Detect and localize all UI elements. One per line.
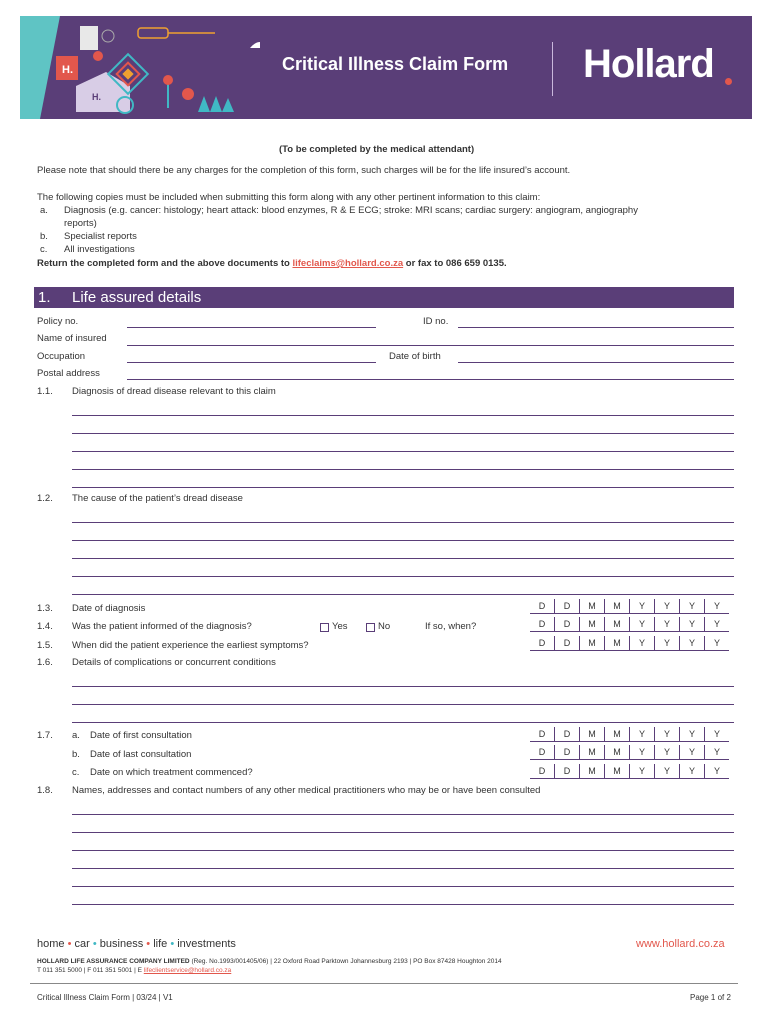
- date-cell[interactable]: Y: [629, 636, 654, 650]
- section-header: [34, 287, 734, 308]
- q-text: Date of diagnosis: [72, 603, 146, 614]
- q-num: 1.7.: [37, 730, 53, 741]
- answer-line[interactable]: [72, 415, 734, 416]
- attendant-note: (To be completed by the medical attendant): [279, 144, 475, 155]
- when-label: If so, when?: [425, 621, 477, 632]
- date-cell[interactable]: Y: [704, 599, 729, 613]
- id-no-label: ID no.: [423, 316, 449, 327]
- date-cell[interactable]: Y: [679, 617, 704, 631]
- contact-info: [37, 967, 231, 974]
- footer-nav-investments[interactable]: investments: [177, 938, 236, 950]
- name-insured-input[interactable]: [127, 345, 734, 346]
- item-marker: a.: [40, 205, 48, 216]
- date-cell[interactable]: Y: [654, 764, 679, 778]
- decorative-illustration: [20, 16, 260, 119]
- answer-line[interactable]: [72, 904, 734, 905]
- company-info: [37, 958, 502, 965]
- date-cell[interactable]: D: [554, 636, 579, 650]
- date-cell[interactable]: M: [604, 727, 629, 741]
- footer-nav-car[interactable]: car: [74, 938, 90, 950]
- q-num: 1.4.: [37, 621, 53, 632]
- date-cell[interactable]: Y: [704, 636, 729, 650]
- answer-line[interactable]: [72, 886, 734, 887]
- charges-note: Please note that should there be any charges for the completion of this form, such charges will be for the life insured’s account.: [37, 165, 571, 176]
- date-cell[interactable]: D: [554, 764, 579, 778]
- return-instruction: [37, 258, 507, 269]
- q-num: 1.3.: [37, 603, 53, 614]
- date-cell[interactable]: D: [554, 727, 579, 741]
- date-cell[interactable]: D: [554, 617, 579, 631]
- date-cell[interactable]: Y: [679, 745, 704, 759]
- q-text: When did the patient experience the earliest symptoms?: [72, 640, 309, 651]
- footer-nav-home[interactable]: home: [37, 938, 65, 950]
- answer-line[interactable]: [72, 558, 734, 559]
- answer-line[interactable]: [72, 868, 734, 869]
- item-marker: c.: [40, 244, 48, 255]
- date-of-diagnosis-input[interactable]: [530, 599, 729, 614]
- q-text: Names, addresses and contact numbers of any other medical practitioners who may be or have been consulted: [72, 785, 541, 796]
- q-text: Date on which treatment commenced?: [90, 767, 253, 778]
- no-checkbox[interactable]: [366, 623, 375, 632]
- date-cell[interactable]: Y: [654, 599, 679, 613]
- q-text: Was the patient informed of the diagnosis?: [72, 621, 252, 632]
- name-insured-label: Name of insured: [37, 333, 107, 344]
- q-num: 1.2.: [37, 493, 53, 504]
- q-text: Date of first consultation: [90, 730, 192, 741]
- answer-line[interactable]: [72, 469, 734, 470]
- date-cell[interactable]: D: [538, 619, 546, 629]
- footer-nav-life[interactable]: life: [153, 938, 168, 950]
- section-title: Life assured details: [72, 289, 202, 306]
- date-cell[interactable]: Y: [679, 636, 704, 650]
- date-cell[interactable]: M: [579, 617, 604, 631]
- q-text: Diagnosis of dread disease relevant to this claim: [72, 386, 276, 397]
- date-cell[interactable]: Y: [654, 727, 679, 741]
- dob-input[interactable]: [458, 362, 734, 363]
- date-cell[interactable]: Y: [654, 617, 679, 631]
- copies-note: The following copies must be included when submitting this form along with any other pertinent information to this claim:: [37, 192, 541, 203]
- policy-no-input[interactable]: [127, 327, 376, 328]
- date-cell[interactable]: D: [538, 766, 546, 776]
- date-cell[interactable]: M: [579, 727, 604, 741]
- return-prefix: Return the completed form and the above documents to: [37, 258, 290, 269]
- contact-email-link[interactable]: lifeclientservice@hollard.co.za: [143, 967, 232, 974]
- date-cell[interactable]: Y: [629, 745, 654, 759]
- page-number: Page 1 of 2: [690, 993, 731, 1002]
- return-email-link[interactable]: lifeclaims@hollard.co.za: [292, 258, 404, 269]
- postal-label: Postal address: [37, 368, 100, 379]
- date-cell[interactable]: D: [538, 638, 546, 648]
- logo-dot: [725, 78, 732, 85]
- q-text: Details of complications or concurrent conditions: [72, 657, 276, 668]
- header-banner: [20, 16, 752, 119]
- item-text: Specialist reports: [64, 231, 137, 242]
- dob-label: Date of birth: [389, 351, 441, 362]
- date-cell[interactable]: M: [579, 599, 604, 613]
- postal-input[interactable]: [127, 379, 734, 380]
- hollard-logo: Hollard: [583, 42, 714, 86]
- q-num: 1.8.: [37, 785, 53, 796]
- q-marker: c.: [72, 767, 80, 778]
- date-cell[interactable]: M: [604, 745, 629, 759]
- date-cell[interactable]: M: [579, 745, 604, 759]
- date-cell[interactable]: M: [604, 617, 629, 631]
- date-cell[interactable]: D: [554, 599, 579, 613]
- date-cell[interactable]: M: [604, 599, 629, 613]
- contact-numbers: T 011 351 5000 | F 011 351 5001 | E: [37, 967, 142, 974]
- occupation-label: Occupation: [37, 351, 86, 362]
- date-cell[interactable]: M: [579, 636, 604, 650]
- answer-line[interactable]: [72, 814, 734, 815]
- form-id: Critical Illness Claim Form | 03/24 | V1: [37, 993, 173, 1002]
- item-marker: b.: [40, 231, 48, 242]
- date-cell[interactable]: Y: [704, 764, 729, 778]
- answer-line[interactable]: [72, 487, 734, 488]
- date-cell[interactable]: Y: [654, 745, 679, 759]
- date-cell[interactable]: D: [538, 747, 546, 757]
- answer-line[interactable]: [72, 522, 734, 523]
- date-cell[interactable]: D: [538, 729, 546, 739]
- last-consultation-date-input[interactable]: [530, 745, 729, 760]
- date-cell[interactable]: Y: [679, 599, 704, 613]
- page-title: Critical Illness Claim Form: [282, 54, 509, 74]
- date-cell[interactable]: D: [554, 745, 579, 759]
- q-num: 1.5.: [37, 640, 53, 651]
- footer-nav: home • car • business • life • investments: [37, 938, 236, 950]
- footer-divider: [30, 983, 738, 984]
- answer-line[interactable]: [72, 433, 734, 434]
- date-cell[interactable]: Y: [654, 636, 679, 650]
- answer-line[interactable]: [72, 722, 734, 723]
- date-cell[interactable]: Y: [629, 764, 654, 778]
- yes-label: Yes: [332, 621, 348, 632]
- svg-text:H.: H.: [62, 64, 73, 76]
- svg-text:H.: H.: [92, 92, 101, 102]
- id-no-input[interactable]: [458, 327, 734, 328]
- answer-line[interactable]: [72, 850, 734, 851]
- footer-nav-business[interactable]: business: [99, 938, 144, 950]
- item-text: All investigations: [64, 244, 135, 255]
- date-cell[interactable]: M: [604, 764, 629, 778]
- answer-line[interactable]: [72, 451, 734, 452]
- q-marker: a.: [72, 730, 80, 741]
- date-cell[interactable]: Y: [704, 745, 729, 759]
- answer-line[interactable]: [72, 704, 734, 705]
- q-marker: b.: [72, 749, 80, 760]
- occupation-input[interactable]: [127, 362, 376, 363]
- date-cell[interactable]: M: [579, 764, 604, 778]
- q-num: 1.1.: [37, 386, 53, 397]
- date-informed-input[interactable]: [530, 617, 729, 632]
- item-text: Diagnosis (e.g. cancer: histology; heart attack: blood enzymes, R & E ECG; stroke: MRI scans; cardiac surgery: angiogram, angiography: [64, 205, 638, 216]
- date-cell[interactable]: Y: [704, 727, 729, 741]
- treatment-commenced-date-input[interactable]: [530, 764, 729, 779]
- yes-checkbox[interactable]: [320, 623, 329, 632]
- section-number: 1.: [38, 289, 51, 306]
- company-name: HOLLARD LIFE ASSURANCE COMPANY LIMITED: [37, 958, 190, 965]
- q-num: 1.6.: [37, 657, 53, 668]
- website-link[interactable]: www.hollard.co.za: [636, 938, 725, 950]
- q-text: The cause of the patient’s dread disease: [72, 493, 243, 504]
- date-cell[interactable]: M: [604, 636, 629, 650]
- answer-line[interactable]: [72, 540, 734, 541]
- date-cell[interactable]: D: [538, 601, 546, 611]
- date-cell[interactable]: Y: [704, 617, 729, 631]
- no-label: No: [378, 621, 391, 632]
- answer-line[interactable]: [72, 594, 734, 595]
- policy-no-label: Policy no.: [37, 316, 79, 327]
- banner-divider: [552, 42, 553, 96]
- date-cell[interactable]: Y: [629, 599, 654, 613]
- answer-line[interactable]: [72, 576, 734, 577]
- answer-line[interactable]: [72, 686, 734, 687]
- company-details: (Reg. No.1993/001405/06) | 22 Oxford Road Parktown Johannesburg 2193 | PO Box 87428 Houghton 2014: [191, 958, 502, 965]
- return-suffix: or fax to 086 659 0135.: [405, 258, 507, 269]
- earliest-symptoms-date-input[interactable]: [530, 636, 729, 651]
- date-cell[interactable]: Y: [679, 727, 704, 741]
- item-text-cont: reports): [64, 218, 97, 229]
- answer-line[interactable]: [72, 832, 734, 833]
- q-text: Date of last consultation: [90, 749, 192, 760]
- date-cell[interactable]: Y: [629, 727, 654, 741]
- date-cell[interactable]: Y: [679, 764, 704, 778]
- first-consultation-date-input[interactable]: [530, 727, 729, 742]
- date-cell[interactable]: Y: [629, 617, 654, 631]
